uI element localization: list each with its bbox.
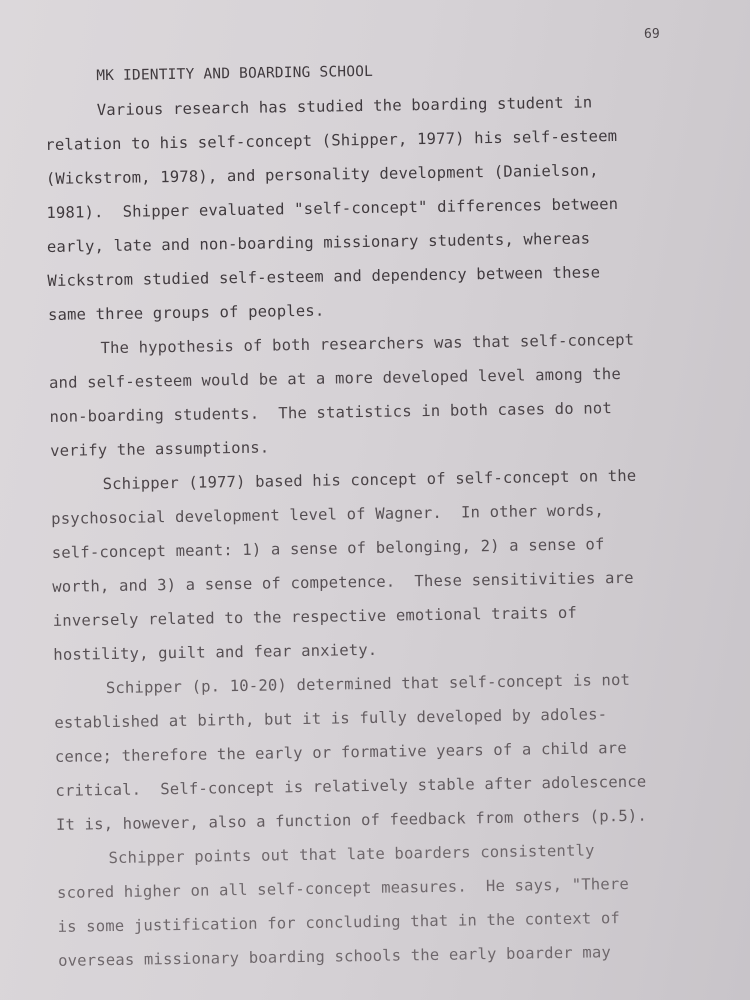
text-line: The hypothesis of both researchers was that self-concept [100, 330, 635, 358]
body-text [44, 49, 748, 978]
text-line: hostility, guilt and fear anxiety. [53, 640, 378, 664]
text-line: worth, and 3) a sense of competence. These sensitivities are [52, 568, 634, 596]
text-line: cence; therefore the early or formative years of a child are [54, 738, 627, 766]
text-line: non-boarding students. The statistics in both cases do not [49, 399, 613, 426]
text-line: Schipper (p. 10-20) determined that self-concept is not [105, 670, 631, 698]
text-line: It is, however, also a function of feedback from others (p.5). [55, 806, 648, 834]
text-line: same three groups of peoples. [47, 301, 325, 324]
text-line: is some justification for concluding that in the context of [57, 909, 621, 936]
text-line: 1981). Shipper evaluated "self-concept" differences between [46, 194, 619, 222]
text-line: established at birth, but it is fully developed by adoles- [54, 705, 608, 732]
text-line: Various research has studied the boarding student in [96, 93, 593, 120]
text-line: overseas missionary boarding schools the early boarder may [58, 943, 612, 970]
text-line: Wickstrom studied self-esteem and dependency between these [47, 263, 601, 290]
text-line: scored higher on all self-concept measures. He says, "There [56, 874, 630, 902]
text-line: Schipper (1977) based his concept of self-concept on the [102, 466, 637, 494]
text-line: relation to his self-concept (Shipper, 1977) his self-esteem [45, 127, 618, 154]
text-line: inversely related to the respective emotional traits of [52, 603, 578, 630]
text-line: psychosocial development level of Wagner. In other words, [51, 501, 605, 528]
text-line: Schipper points out that late boarders consistently [108, 841, 595, 868]
text-line: self-concept meant: 1) a sense of belonging, 2) a sense of [51, 535, 605, 562]
text-line: verify the assumptions. [50, 438, 270, 460]
section-heading: MK IDENTITY AND BOARDING SCHOOL [96, 63, 374, 85]
text-line: and self-esteem would be at a more developed level among the [48, 364, 622, 392]
page-number: 69 [644, 27, 660, 42]
text-line: critical. Self-concept is relatively stable after adolescence [55, 772, 647, 800]
text-line: (Wickstrom, 1978), and personality development (Danielson, [45, 161, 599, 188]
text-line: early, late and non-boarding missionary students, whereas [46, 229, 591, 256]
